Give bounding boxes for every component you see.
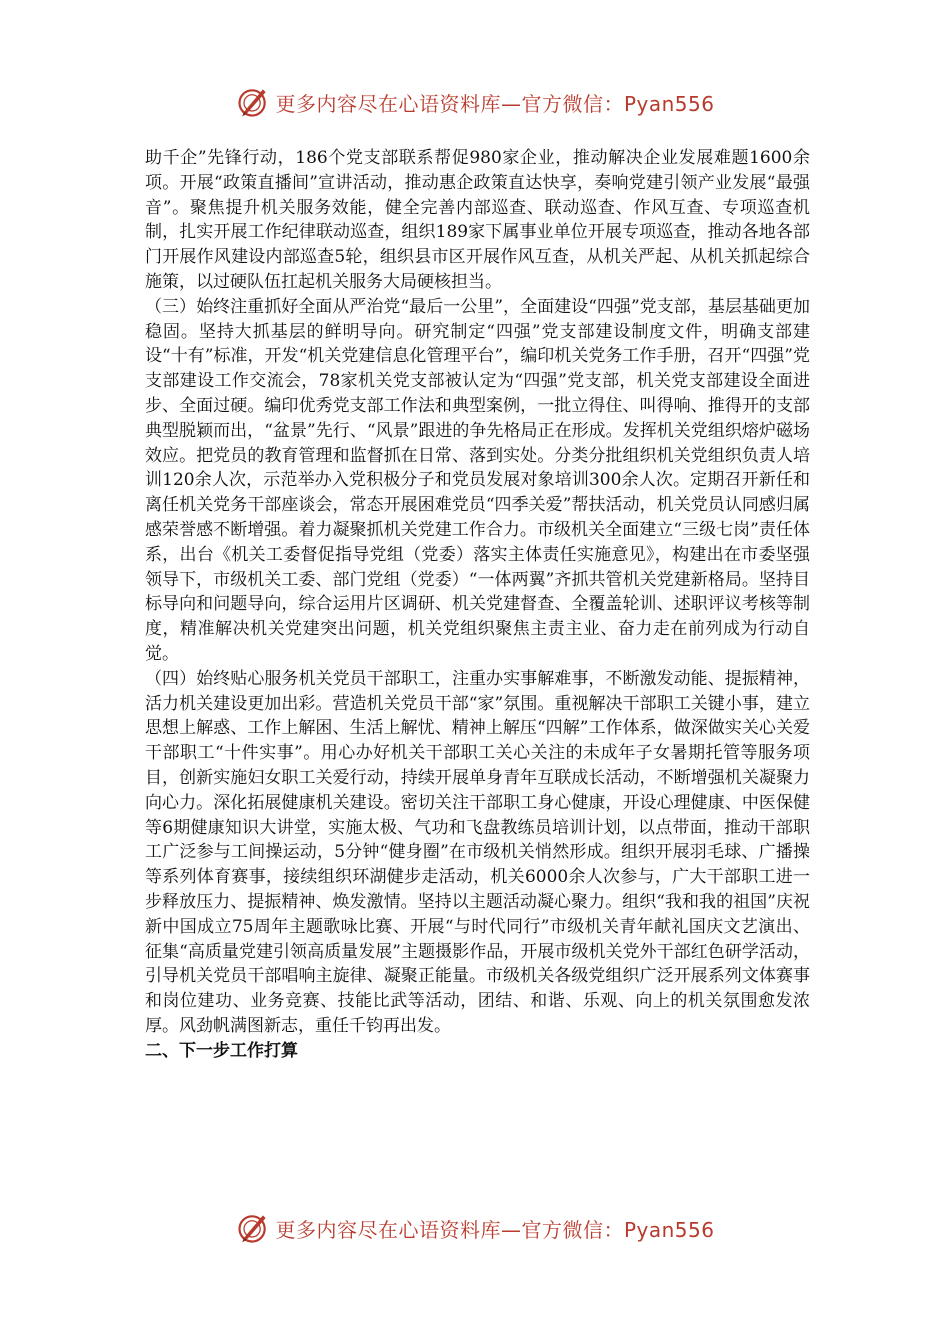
footer-banner-text: 更多内容尽在心语资料库—官方微信：Pyan556 bbox=[275, 1217, 715, 1242]
document-body bbox=[145, 146, 810, 1063]
paragraph-section-3: （三）始终注重抓好全面从严治党“最后一公里”，全面建设“四强”党支部，基层基础更加稳固。坚持大抓基层的鲜明导向。研究制定“四强”党支部建设制度文件，明确支部建设“十有”标准，开发“机关党建信息化管理平台”，编印机关党务工作手册，召开“四强”党支部建设工作交流会，78家机关党支部被认定为“四强”党支部，机关党支部建设全面进步、全面过硬。编印优秀党支部工作法和典型案例，一批立得住、叫得响、推得开的支部典型脱颖而出，“盆景”先行、“风景”跟进的争先格局正在形成。发挥机关党组织熔炉磁场效应。把党员的教育管理和监督抓在日常、落到实处。分类分批组织机关党组织负责人培训120余人次，示范举办入党积极分子和党员发展对象培训300余人次。定期召开新任和离任机关党务干部座谈会，常态开展困难党员“四季关爱”帮扶活动，机关党员认同感归属感荣誉感不断增强。着力凝聚抓机关党建工作合力。市级机关全面建立“三级七岗”责任体系，出台《机关工委督促指导党组（党委）落实主体责任实施意见》，构建出在市委坚强领导下，市级机关工委、部门党组（党委）“一体两翼”齐抓共管机关党建新格局。坚持目标导向和问题导向，综合运用片区调研、机关党建督查、全覆盖轮训、述职评议考核等制度，精准解决机关党建突出问题，机关党组织聚焦主责主业、奋力走在前列成为行动自觉。 bbox=[145, 296, 810, 664]
pen-circle-logo-icon bbox=[235, 84, 271, 120]
header-banner bbox=[0, 82, 950, 122]
section-heading: 二、下一步工作打算 bbox=[145, 1040, 298, 1061]
pen-circle-logo-icon bbox=[235, 1210, 271, 1246]
footer-banner bbox=[0, 1208, 950, 1248]
paragraph-continuation: 助千企”先锋行动，186个党支部联系帮促980家企业，推动解决企业发展难题1600余项。开展“政策直播间”宣讲活动，推动惠企政策直达快享，奏响党建引领产业发展“最强音”。聚焦提升机关服务效能，健全完善内部巡查、联动巡查、作风互查、专项巡查机制，扎实开展工作纪律联动巡查，组织189家下属事业单位开展专项巡查，推动各地各部门开展作风建设内部巡查5轮，组织县市区开展作风互查，从机关严起、从机关抓起综合施策，以过硬队伍扛起机关服务大局硬核担当。 bbox=[145, 148, 810, 292]
paragraph-section-4: （四）始终贴心服务机关党员干部职工，注重办实事解难事，不断激发动能、提振精神，活力机关建设更加出彩。营造机关党员干部“家”氛围。重视解决干部职工关键小事，建立思想上解惑、工作上解困、生活上解忧、精神上解压“四解”工作体系，做深做实关心关爱干部职工“十件实事”。用心办好机关干部职工关心关注的未成年子女暑期托管等服务项目，创新实施妇女职工关爱行动，持续开展单身青年互联成长活动，不断增强机关凝聚力向心力。深化拓展健康机关建设。密切关注干部职工身心健康，开设心理健康、中医保健等6期健康知识大讲堂，实施太极、气功和飞盘教练员培训计划，以点带面，推动干部职工广泛参与工间操运动，5分钟“健身圈”在市级机关悄然形成。组织开展羽毛球、广播操等系列体育赛事，接续组织环湖健步走活动，机关6000余人次参与，广大干部职工进一步释放压力、提振精神、焕发激情。坚持以主题活动凝心聚力。组织“我和我的祖国”庆祝新中国成立75周年主题歌咏比赛、开展“与时代同行”市级机关青年献礼国庆文艺演出、征集“高质量党建引领高质量发展”主题摄影作品，开展市级机关党外干部红色研学活动，引导机关党员干部唱响主旋律、凝聚正能量。市级机关各级党组织广泛开展系列文体赛事和岗位建功、业务竞赛、技能比武等活动，团结、和谐、乐观、向上的机关氛围愈发浓厚。风劲帆满图新志，重任千钧再出发。 bbox=[145, 668, 810, 1036]
header-banner-text: 更多内容尽在心语资料库—官方微信：Pyan556 bbox=[275, 91, 715, 116]
